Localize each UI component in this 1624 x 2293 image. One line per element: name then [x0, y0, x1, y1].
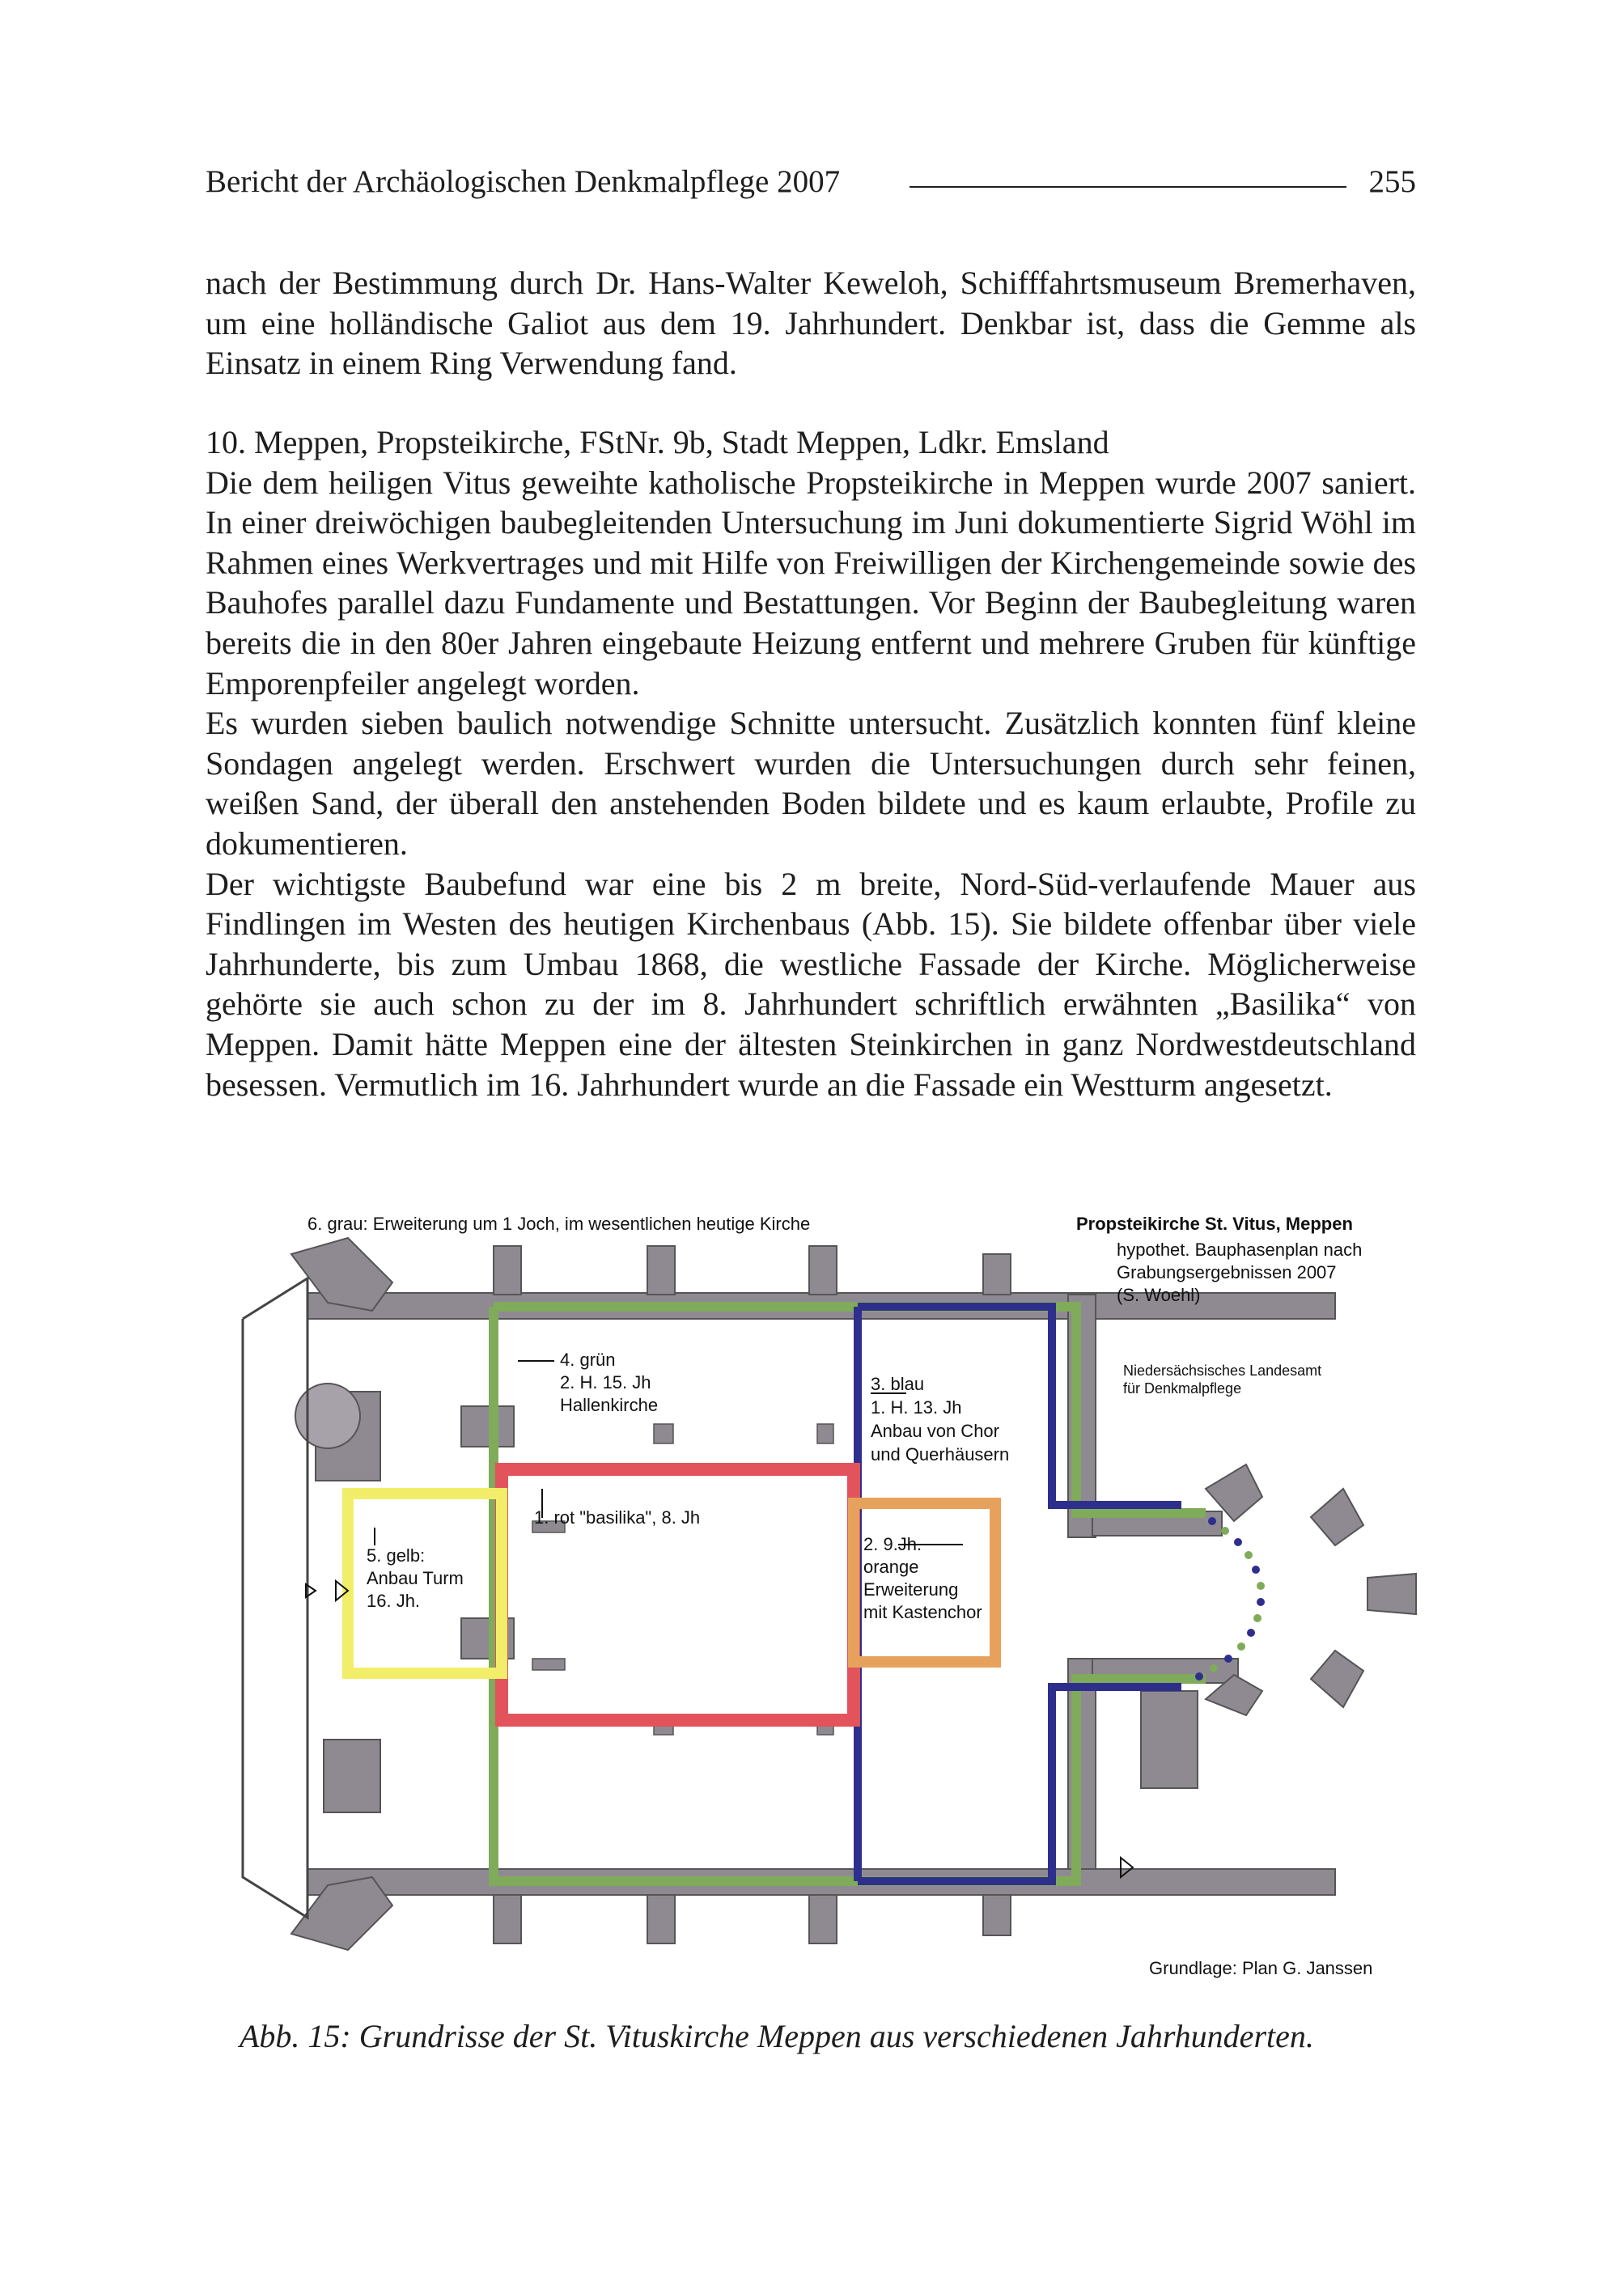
figure-subtitle-2: Grabungsergebnissen 2007	[1117, 1262, 1337, 1282]
figure-caption: Abb. 15: Grundrisse der St. Vituskirche Meppen aus verschiedenen Jahrhunderten.	[240, 2018, 1314, 2054]
figure-subtitle-3: (S. Woehl)	[1117, 1285, 1201, 1305]
figure-institution-1: Niedersächsisches Landesamt	[1123, 1363, 1322, 1379]
label-phase3-4: und Querhäusern	[871, 1444, 1010, 1464]
label-phase5-3: 16. Jh.	[367, 1591, 421, 1611]
door-markers	[306, 1581, 1133, 1877]
label-phase2-4: mit Kastenchor	[863, 1602, 982, 1622]
figure-source: Grundlage: Plan G. Janssen	[1149, 1958, 1373, 1978]
west-outline	[243, 1278, 307, 1918]
label-phase5-1: 5. gelb:	[367, 1545, 426, 1566]
running-header	[206, 163, 1416, 209]
paragraph: nach der Bestimmung durch Dr. Hans-Walter Keweloh, Schifffahrtsmuseum Bremerhaven, um eine holländische Galiot aus dem 19. Jahrhundert. Denkbar ist, dass die Gemme als Einsatz in einem Ring Verwendung fand.	[206, 265, 1416, 382]
figure-subtitle-1: hypothet. Bauphasenplan nach	[1117, 1240, 1363, 1260]
label-phase5-2: Anbau Turm	[367, 1568, 464, 1588]
paragraph: Der wichtigste Baubefund war eine bis 2 m breite, Nord-Süd-verlaufende Mauer aus Findlingen im Westen des heutigen Kirchenbaus (Abb. 15). Sie bildete offenbar über viele Jahrhunderte, bis zum Umbau 1868, die westliche Fassade der Kirche. Möglicherweise gehörte sie auch schon zu der im 8. Jahrhundert schriftlich erwähnten „Basilika“ von Meppen. Damit hätte Meppen eine der ältesten Steinkirchen in ganz Nordwestdeutschland besessen. Vermutlich im 16. Jahrhundert wurde an die Fassade ein Westturm angesetzt.	[206, 865, 1416, 1103]
section-heading: 10. Meppen, Propsteikirche, FStNr. 9b, Stadt Meppen, Ldkr. Emsland	[206, 424, 1109, 460]
journal-title: Bericht der Archäologischen Denkmalpflege 2007	[206, 164, 841, 199]
page-number: 255	[1368, 164, 1416, 199]
paragraph: Die dem heiligen Vitus geweihte katholische Propsteikirche in Meppen wurde 2007 saniert. In einer dreiwöchigen baubegleitenden Untersuchung im Juni dokumentierte Sigrid Wöhl im Rahmen eines Werkvertrages und mit Hilfe von Freiwilligen der Kirchengemeinde sowie des Bauhofes parallel dazu Fundamente und Bestattungen. Vor Beginn der Baubegleitung waren bereits die in den 80er Jahren eingebaute Heizung entfernt und mehrere Gruben für künftige Emporenpfeiler angelegt worden.	[206, 464, 1416, 701]
label-phase1: 1. rot "basilika", 8. Jh	[534, 1507, 701, 1528]
header-rule	[910, 186, 1346, 188]
label-phase2-1: 2. 9.Jh.	[863, 1534, 922, 1554]
label-phase3-2: 1. H. 13. Jh	[871, 1397, 962, 1418]
label-phase-grey: 6. grau: Erweiterung um 1 Joch, im wesentlichen heutige Kirche	[307, 1214, 811, 1234]
figure-labels	[307, 1214, 1372, 1978]
paragraph-continuation	[206, 263, 1416, 384]
label-phase3-1: 3. blau	[871, 1374, 925, 1394]
label-phase2-2: orange	[863, 1557, 919, 1577]
church-floor-plan-figure	[194, 1206, 1440, 1986]
label-phase4-3: Hallenkirche	[560, 1395, 659, 1415]
figure-title: Propsteikirche St. Vitus, Meppen	[1076, 1214, 1353, 1234]
label-phase2-3: Erweiterung	[863, 1579, 959, 1600]
label-phase4-1: 4. grün	[560, 1350, 616, 1370]
label-phase3-3: Anbau von Chor	[871, 1421, 999, 1441]
label-phase4-2: 2. H. 15. Jh	[560, 1372, 651, 1392]
report-section	[206, 422, 1416, 1104]
paragraph: Es wurden sieben baulich notwendige Schnitte untersucht. Zusätzlich konnten fünf kleine Sondagen angelegt werden. Erschwert wurden die Untersuchungen durch sehr feinen, weißen Sand, der überall den anstehenden Boden bildete und es kaum erlaubte, Profile zu dokumentieren.	[206, 705, 1416, 862]
figure-institution-2: für Denkmalpflege	[1123, 1380, 1242, 1397]
floor-plan-svg	[194, 1206, 1440, 1982]
